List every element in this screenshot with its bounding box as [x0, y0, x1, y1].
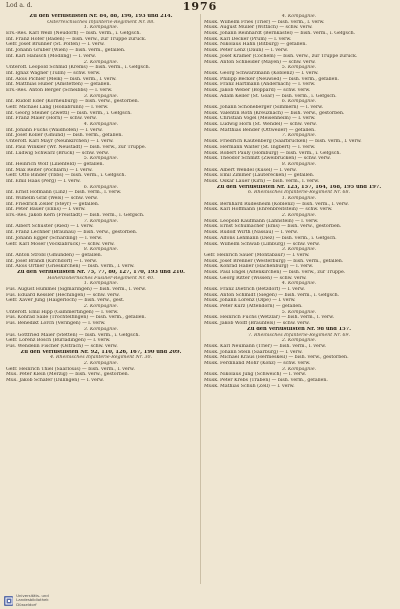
- casualty-entry: Musk. Albert Wendel (Kusel) — l. verw.: [204, 167, 297, 173]
- casualty-entry: Ers.-Res. Karl Weiß (Neudörfl) — bish. verm., i. Gefgsch.: [6, 31, 141, 37]
- casualty-entry: Ers.-Res. Jakob Kern (Freistadt) — bish. verm., i. Gefgsch.: [6, 213, 145, 219]
- casualty-entry: Musk. Johann Stein (Saarburg) — l. verw.: [204, 349, 303, 355]
- casualty-entry: Gefr. Heinrich Thiel (Saarlouis) — bish. verm., l. verw.: [6, 366, 135, 372]
- casualty-entry: Inf. Josef Brandl (Kirchdorf) — l. verw.: [6, 258, 98, 264]
- casualty-entry: Inf. Wilhelm Graf (Wels) — schw. verw.: [6, 196, 98, 201]
- casualty-entry: Musk. Oskar Lauer (Kirn) — bish. verm., l. verw.: [204, 178, 320, 184]
- casualty-entry: Gefr. Josef Brunner (St. Pölten) — l. verw.: [6, 42, 105, 48]
- casualty-entry: Inf. Paul Winkler (Wr. Neustadt) — bish. verw., zur Truppe.: [6, 144, 147, 150]
- section-heading: Zu den Verlustlisten Nr. 84, 88, 196, 193 und 214.: [29, 14, 173, 19]
- casualty-entry: Musk. Robert Pauly (Homburg) — bish. verm., i. Gefgsch.: [204, 150, 341, 156]
- section-subheading: 6. Kompagnie.: [281, 99, 317, 105]
- casualty-entry: Inf. Franz Lechner (Braunau) — bish. verw., gestorben.: [6, 230, 138, 236]
- section-subheading: 3. Kompagnie.: [83, 326, 119, 332]
- section-subheading: 1. Kompagnie.: [83, 25, 119, 31]
- casualty-entry: Musk. Hermann Walter (St. Ingbert) — l. verw.: [204, 144, 316, 150]
- section-heading: Zu den Verlustlisten Nr. 92, 110, 126, 167, 190 und 209.: [20, 349, 182, 355]
- casualty-entry: Inf. Friedrich Zeller (Steyr) — gefallen.: [6, 201, 100, 207]
- casualty-entry: Musk. Karl Hoffmann (Ehrenbreitstein) — schw. verw.: [204, 207, 333, 213]
- casualty-entry: Musk. Anton Schmidt (Siegen) — bish. verm., i. Gefgsch.: [204, 292, 340, 298]
- casualty-entry: Inf. Georg Steiner (Zwettl) — bish. verm., i. Gefgsch.: [6, 110, 132, 116]
- casualty-entry: Inf. Johann Egger (Schärding) — l. verw.: [6, 235, 103, 241]
- casualty-entry: Musk. Johann Schöneberger (Simmern) — l. verw.: [204, 105, 324, 110]
- section-subheading: 3. Kompagnie.: [83, 93, 119, 99]
- section-subheading: 4. Kompagnie.: [281, 14, 317, 19]
- casualty-entry: Unteroff. Karl Mayr (Neunkirchen) — l. verw.: [6, 139, 114, 145]
- casualty-entry: Füs. Gottfried Maier (Stetten) — bish. verm., i. Gefgsch.: [6, 332, 140, 338]
- casualty-entry: Gefr. Michael Lang (Hollabrunn) — l. verw.: [6, 105, 109, 110]
- section-heading: Zu den Verlustlisten Nr. 123, 157, 164, 168, 195 und 197.: [216, 184, 382, 190]
- casualty-entry: Musk. Josef Brenner (Westerburg) — bish. verm., gefallen.: [204, 258, 344, 264]
- casualty-entry: Musk. Wilhelm Schwab (Limburg) — schw. verw.: [204, 241, 320, 247]
- casualty-entry: Mus. Jakob Schäfer (Dillingen) — l. verw.: [6, 378, 104, 383]
- section-subheading: 3. Kompagnie.: [281, 366, 317, 372]
- right-column: [204, 14, 394, 389]
- casualty-entry: Inf. Alois Ortner (Grieskirchen) — bish. verm., l. verw.: [6, 264, 135, 270]
- casualty-entry: Musk. Mathias Schuh (Zell) — l. verw.: [204, 383, 295, 389]
- casualty-entry: Inf. Alois Pichler (Melk) — bish. verm., l. verw.: [6, 76, 117, 82]
- casualty-entry: Musk. Johann Reinhardt (Bernkastel) — bish. verm., i. Gefgsch.: [204, 31, 356, 37]
- library-mark-icon: [4, 596, 13, 606]
- casualty-entry: Inf. Johann Fuchs (Waidhofen) — l. verw.: [6, 127, 103, 133]
- casualty-entry: Inf. Anton Strobl (Gmunden) — gefallen.: [6, 252, 103, 258]
- casualty-entry: Inf. Peter Bauer (Enns) — l. verw.: [6, 207, 86, 213]
- casualty-entry: Inf. Matthias Huber (Amstetten) — gefallen.: [6, 82, 111, 88]
- casualty-entry: Musk. Alfons Lehmann (Diez) — bish. verm., i. Gefgsch.: [204, 235, 337, 241]
- casualty-entry: Inf. Heinrich Wolf (Lilienfeld) — gefallen.: [6, 161, 105, 167]
- section-subheading: 7. Kompagnie.: [281, 133, 317, 139]
- library-name-line2: Landesbibliothek Düsseldorf: [16, 597, 49, 607]
- casualty-entry: Musk. Franz Hartmann (Andernach) — l. verw.: [204, 82, 316, 88]
- casualty-entry: Inf. Albert Schuster (Ried) — l. verw.: [6, 224, 94, 230]
- casualty-entry: Füs. Wendelin Fischer (Ostrach) — schw. verw.: [6, 343, 118, 349]
- casualty-entry: Musk. Karl Neumann (Trier) — bish. verm., l. verw.: [204, 343, 327, 349]
- casualty-entry: Musk. Konrad Haller (Hachenburg) — l. verw.: [204, 264, 314, 270]
- left-column: [6, 14, 196, 384]
- casualty-entry: Musk. Emil Zimmer (Lauterecken) — gefallen.: [204, 173, 315, 179]
- casualty-entry: Musk. Leopold Kaufmann (Lahnstein) — l. verw.: [204, 218, 319, 224]
- casualty-entry: Musk. Georg Schwarzmann (Koblenz) — l. verw.: [204, 70, 319, 76]
- section-subheading: 2. Kompagnie.: [281, 338, 317, 344]
- section-subheading: 6. Kompagnie.: [83, 184, 119, 190]
- casualty-entry: Musk. Philipp Becker (Neuwied) — bish. verm., gefallen.: [204, 76, 339, 82]
- casualty-entry: Musk. Nikolaus Jung (Schweich) — l. verw.: [204, 372, 307, 378]
- section-subheading: 8. Kompagnie.: [83, 247, 119, 253]
- section-subheading: 6. Rheinisches Infanterie-Regiment Nr. 68.: [248, 190, 350, 196]
- casualty-entry: Füs. August Hummel (Sigmaringen) — bish. verm., l. verw.: [6, 287, 147, 292]
- casualty-entry: Musk. Rudolf Wirth (Nassau) — l. verw.: [204, 230, 298, 236]
- casualty-entry: Gefr. Xaver Jung (Haigerloch) — bish. verw., gest.: [6, 298, 125, 304]
- casualty-entry: Inf. Johann Gruber (Wien) — bish. verm., gefallen.: [6, 48, 126, 54]
- section-subheading: 2. Kompagnie.: [83, 360, 119, 366]
- casualty-entry: Mus. Peter Klein (Merzig) — bish. verw., gestorben.: [6, 372, 130, 378]
- casualty-entry: Musk. Johann Lorenz (Olpe) — l. verw.: [204, 298, 296, 304]
- casualty-entry: Ers.-Res. Anton Berger (Scheibbs) — l. verw.: [6, 87, 113, 93]
- casualty-entry: Musk. Josef Krämer (Cochem) — bish. verw., zur Truppe zurück.: [204, 53, 358, 59]
- casualty-entry: Gefr. Karl Moser (Vöcklabruck) — schw. verw.: [6, 241, 115, 247]
- casualty-entry: Musk. Ernst Schumacher (Ems) — bish. verw., gestorben.: [204, 224, 342, 230]
- casualty-entry: Musk. Christian Vogel (Meisenheim) — l. verw.: [204, 116, 316, 122]
- section-subheading: 1. Kompagnie.: [83, 281, 119, 287]
- casualty-entry: Gefr. Heinrich Sauer (Montabaur) — l. verw.: [204, 252, 310, 258]
- section-subheading: 2. Kompagnie.: [83, 304, 119, 310]
- casualty-entry: Musk. Peter Krebs (Traben) — bish. verm., gefallen.: [204, 378, 328, 383]
- casualty-entry: Füs. Konrad Saile (Trochtelfingen) — bish. verm., gefallen.: [6, 315, 146, 321]
- section-subheading: 5. Kompagnie.: [281, 65, 317, 71]
- casualty-entry: Gefr. Lorenz Bosch (Burladingen) — l. verw.: [6, 338, 111, 344]
- section-heading: Zu den Verlustlisten Nr. 75, 77, 80, 127, 170, 193 und 210.: [17, 269, 185, 275]
- casualty-entry: Inf. Franz Maier (Horn) — schw. verw.: [6, 116, 97, 122]
- casualty-entry: Musk. Friedrich Kautenberg (Saarbrücken) — bish. verm., l. verw.: [204, 139, 362, 145]
- casualty-entry: Musk. Karl Decker (Prüm) — l. verw.: [204, 36, 292, 42]
- section-subheading: 2. Kompagnie.: [281, 213, 317, 219]
- casualty-entry: Inf. Karl Hanisch (Mödling) — l. verw.: [6, 53, 96, 59]
- casualty-entry: Unteroff. Leopold Schmid (Krems) — bish. verm., i. Gefgsch.: [6, 65, 151, 71]
- casualty-entry: Musk. Ludwig Horn (St. Wendel) — schw. verw.: [204, 122, 317, 128]
- column-divider: [200, 14, 201, 584]
- casualty-entry: Inf. Ludwig Schwarz (Bruck) — schw. verw.: [6, 150, 110, 156]
- casualty-entry: Musk. Wilhelm Fries (Trier) — bish. verm., l. verw.: [204, 19, 325, 25]
- casualty-entry: Füs. Benedikt Lorch (Veringen) — l. verw.: [6, 321, 106, 327]
- section-subheading: 1. Kompagnie.: [281, 196, 317, 201]
- casualty-entry: Unteroff. Emil Hipp (Gammertingen) — l. verw.: [6, 309, 119, 315]
- section-subheading: 7. Rheinisches Infanterie-Regiment Nr. 69.: [248, 332, 350, 338]
- section-subheading: 5. Kompagnie.: [281, 309, 317, 315]
- casualty-entry: Musk. Matthias Bender (Ottweiler) — gefallen.: [204, 127, 316, 133]
- section-subheading: Österreichisches Infanterie-Regiment Nr. 88.: [47, 19, 155, 25]
- casualty-entry: Gefr. Otto Binder (Ybbs) — bish. verm., i. Gefgsch.: [6, 173, 126, 179]
- casualty-entry: Musk. Anton Schneider (Mayen) — schw. verw.: [204, 59, 316, 65]
- section-subheading: 4. Kompagnie.: [83, 122, 119, 128]
- casualty-entry: Musk. Adam Keller (St. Goar) — bish. verm., i. Gefgsch.: [204, 93, 337, 99]
- casualty-entry: Inf. Ernst Hofmann (Linz) — bish. verm., l. verw.: [6, 190, 122, 196]
- casualty-entry: Inf. Emil Haas (Perg) — l. verw.: [6, 178, 81, 184]
- running-head: Lod a. d.: [6, 2, 33, 9]
- section-subheading: 2. Kompagnie.: [83, 59, 119, 65]
- casualty-entry: Füs. Eduard Kessler (Hechingen) — schw. verw.: [6, 292, 120, 298]
- casualty-entry: Musk. August Müller (Wittlich) — schw. verw.: [204, 25, 313, 31]
- section-heading: Zu den Verlustlisten Nr. 98 und 157.: [247, 326, 351, 332]
- section-subheading: 4. Rheinisches Infanterie-Regiment Nr. 30.: [50, 355, 152, 361]
- casualty-entry: Musk. Ferdinand Mohr (Konz) — schw. verw.: [204, 360, 311, 366]
- page-number: 1976: [182, 0, 218, 13]
- section-subheading: 7. Kompagnie.: [83, 218, 119, 224]
- casualty-entry: Inf. Franz Hofer (Baden) — bish. verw., zur Truppe zurück.: [6, 36, 147, 42]
- casualty-entry: Musk. Valentin Roth (Kreuznach) — bish. verw., gestorben.: [204, 110, 345, 116]
- casualty-entry: Musk. Paul Engel (Altenkirchen) — bish. verw., zur Truppe.: [204, 269, 346, 275]
- section-subheading: 8. Kompagnie.: [281, 161, 317, 167]
- casualty-entry: Musk. Theodor Schmitt (Zweibrücken) — schw. verw.: [204, 156, 331, 162]
- casualty-entry: Musk. Jakob Wolff (Braunfels) — schw. verw.: [204, 321, 310, 327]
- casualty-entry: Musk. Nikolaus Hahn (Bitburg) — gefallen.: [204, 42, 307, 48]
- casualty-entry: Musk. Heinrich Fuchs (Wetzlar) — bish. verm., l. verw.: [204, 315, 335, 321]
- section-subheading: 4. Kompagnie.: [281, 281, 317, 287]
- casualty-entry: Musk. Jakob Weber (Boppard) — schw. verw.: [204, 87, 311, 93]
- section-subheading: 5. Kompagnie.: [83, 156, 119, 162]
- casualty-entry: Inf. Ignaz Wagner (Tulln) — schw. verw.: [6, 70, 101, 76]
- casualty-entry: Inf. Max Reiter (Pöchlarn) — l. verw.: [6, 167, 93, 173]
- casualty-entry: Musk. Georg Ritter (Wissen) — schw. verw.: [204, 275, 307, 281]
- casualty-entry: Musk. Peter Kurz (Attendorn) — gefallen.: [204, 304, 303, 310]
- section-subheading: 3. Kompagnie.: [281, 247, 317, 253]
- casualty-entry: Inf. Rudolf Eder (Korneuburg) — bish. verw., gestorben.: [6, 99, 140, 105]
- casualty-entry: Musk. Peter Lenz (Daun) — l. verw.: [204, 48, 289, 54]
- library-logo: [4, 595, 66, 606]
- library-name: [16, 594, 66, 607]
- casualty-entry: Inf. Josef Koller (Gmünd) — bish. verm., gefallen.: [6, 133, 123, 139]
- casualty-entry: Musk. Franz Dietrich (Betzdorf) — l. verw.: [204, 287, 305, 292]
- section-subheading: Hohenzollernsches Füsilier-Regiment Nr. 40.: [47, 275, 155, 281]
- casualty-entry: Musk. Michael Kraus (Hermeskeil) — bish. verw., gestorben.: [204, 355, 349, 361]
- casualty-entry: Musk. Bernhard Rüdesheim (Koblenz) — bish. verm., l. verw.: [204, 201, 349, 207]
- library-name-line1: Universitäts- und: [16, 593, 49, 599]
